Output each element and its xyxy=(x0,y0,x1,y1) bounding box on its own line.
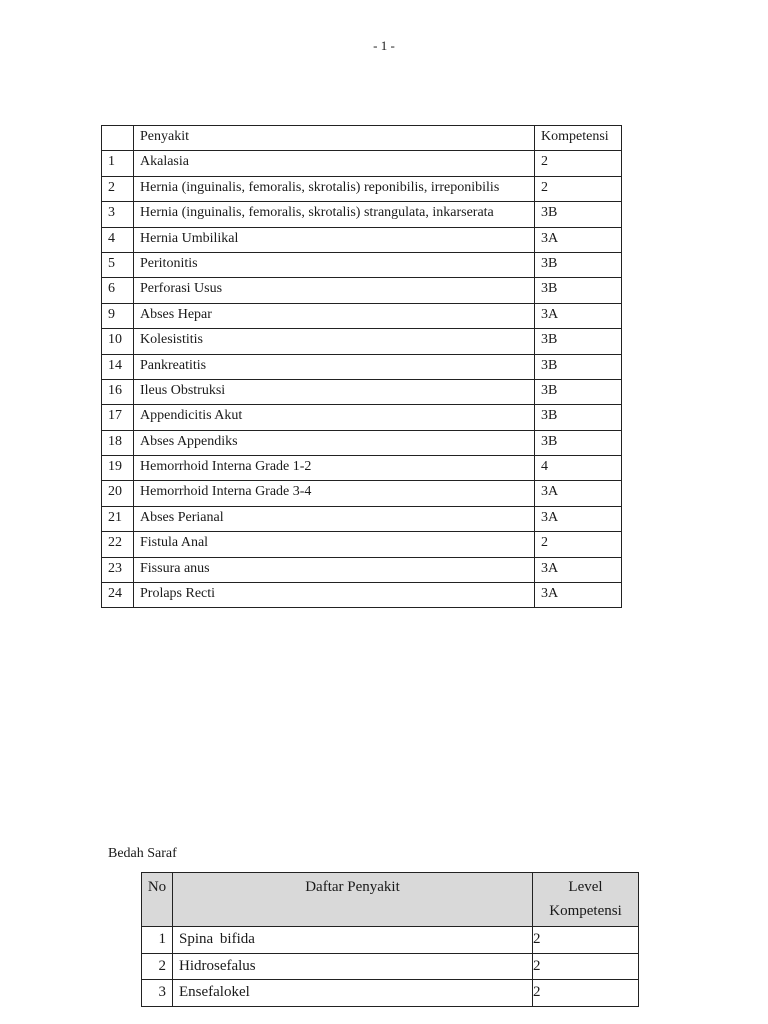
row-number: 19 xyxy=(102,456,134,481)
competency-level: 3B xyxy=(535,329,622,354)
competency-level: 3B xyxy=(535,405,622,430)
competency-level: 2 xyxy=(535,151,622,176)
row-number: 4 xyxy=(102,227,134,252)
table-row xyxy=(102,176,622,201)
competency-level: 3A xyxy=(535,506,622,531)
competency-level: 3A xyxy=(535,583,622,608)
competency-level: 3B xyxy=(535,379,622,404)
section-title-bedah-saraf: Bedah Saraf xyxy=(108,846,177,861)
header-cell-no: No xyxy=(142,873,173,927)
header-cell-penyakit: Penyakit xyxy=(134,126,535,151)
disease-name: Abses Perianal xyxy=(134,506,535,531)
disease-name: Prolaps Recti xyxy=(134,583,535,608)
disease-name: Ileus Obstruksi xyxy=(134,379,535,404)
table-row xyxy=(102,481,622,506)
row-number: 6 xyxy=(102,278,134,303)
row-number: 21 xyxy=(102,506,134,531)
disease-name: Hernia (inguinalis, femoralis, skrotalis) strangulata, inkarserata xyxy=(134,202,535,227)
competency-level: 2 xyxy=(535,176,622,201)
table-row xyxy=(102,227,622,252)
table-row xyxy=(142,980,639,1007)
header-level-line2: Kompetensi xyxy=(549,903,622,919)
row-number: 3 xyxy=(102,202,134,227)
row-number: 1 xyxy=(142,927,173,954)
competency-level: 2 xyxy=(533,927,639,954)
table-row xyxy=(102,379,622,404)
row-number: 18 xyxy=(102,430,134,455)
competency-table-neurosurgery xyxy=(141,872,639,1007)
disease-name: Appendicitis Akut xyxy=(134,405,535,430)
disease-name: Abses Appendiks xyxy=(134,430,535,455)
disease-name: Hidrosefalus xyxy=(173,953,533,980)
table-row xyxy=(102,252,622,277)
disease-name: Perforasi Usus xyxy=(134,278,535,303)
competency-level: 3B xyxy=(535,354,622,379)
disease-name: Peritonitis xyxy=(134,252,535,277)
header-cell-no xyxy=(102,126,134,151)
table-row xyxy=(102,329,622,354)
table-row xyxy=(142,927,639,954)
header-cell-kompetensi: Kompetensi xyxy=(535,126,622,151)
header-cell-level-kompetensi xyxy=(533,873,639,927)
competency-level: 3B xyxy=(535,202,622,227)
disease-name: Abses Hepar xyxy=(134,303,535,328)
table-header-row xyxy=(102,126,622,151)
disease-name: Hemorrhoid Interna Grade 1-2 xyxy=(134,456,535,481)
competency-level: 3A xyxy=(535,481,622,506)
table-row xyxy=(102,456,622,481)
row-number: 17 xyxy=(102,405,134,430)
competency-level: 2 xyxy=(533,980,639,1007)
header-level-line1: Level xyxy=(568,879,603,895)
row-number: 20 xyxy=(102,481,134,506)
competency-level: 3A xyxy=(535,227,622,252)
competency-level: 3A xyxy=(535,303,622,328)
table-row xyxy=(102,583,622,608)
competency-level: 4 xyxy=(535,456,622,481)
disease-name: Hernia (inguinalis, femoralis, skrotalis) reponibilis, irreponibilis xyxy=(134,176,535,201)
disease-name: Fissura anus xyxy=(134,557,535,582)
table-row xyxy=(142,953,639,980)
competency-level: 3B xyxy=(535,430,622,455)
row-number: 5 xyxy=(102,252,134,277)
table-row xyxy=(102,151,622,176)
row-number: 23 xyxy=(102,557,134,582)
competency-level: 3B xyxy=(535,252,622,277)
table-row xyxy=(102,278,622,303)
competency-table-digestive xyxy=(101,125,622,608)
disease-name: Pankreatitis xyxy=(134,354,535,379)
disease-name: Fistula Anal xyxy=(134,532,535,557)
table-row xyxy=(102,202,622,227)
row-number: 14 xyxy=(102,354,134,379)
disease-name: Hemorrhoid Interna Grade 3-4 xyxy=(134,481,535,506)
table-row xyxy=(102,557,622,582)
table-row xyxy=(102,405,622,430)
competency-level: 2 xyxy=(533,953,639,980)
competency-level: 2 xyxy=(535,532,622,557)
row-number: 10 xyxy=(102,329,134,354)
row-number: 22 xyxy=(102,532,134,557)
row-number: 3 xyxy=(142,980,173,1007)
disease-name: Akalasia xyxy=(134,151,535,176)
disease-name: Spina bifida xyxy=(173,927,533,954)
disease-name: Hernia Umbilikal xyxy=(134,227,535,252)
disease-name: Ensefalokel xyxy=(173,980,533,1007)
competency-level: 3A xyxy=(535,557,622,582)
row-number: 1 xyxy=(102,151,134,176)
row-number: 9 xyxy=(102,303,134,328)
table-row xyxy=(102,430,622,455)
table-row xyxy=(102,303,622,328)
table-row xyxy=(102,506,622,531)
competency-level: 3B xyxy=(535,278,622,303)
table-row xyxy=(102,532,622,557)
row-number: 2 xyxy=(102,176,134,201)
table-header-row xyxy=(142,873,639,927)
disease-name: Kolesistitis xyxy=(134,329,535,354)
row-number: 16 xyxy=(102,379,134,404)
row-number: 24 xyxy=(102,583,134,608)
row-number: 2 xyxy=(142,953,173,980)
table-row xyxy=(102,354,622,379)
header-cell-daftar-penyakit: Daftar Penyakit xyxy=(173,873,533,927)
page-number: - 1 - xyxy=(373,38,395,53)
